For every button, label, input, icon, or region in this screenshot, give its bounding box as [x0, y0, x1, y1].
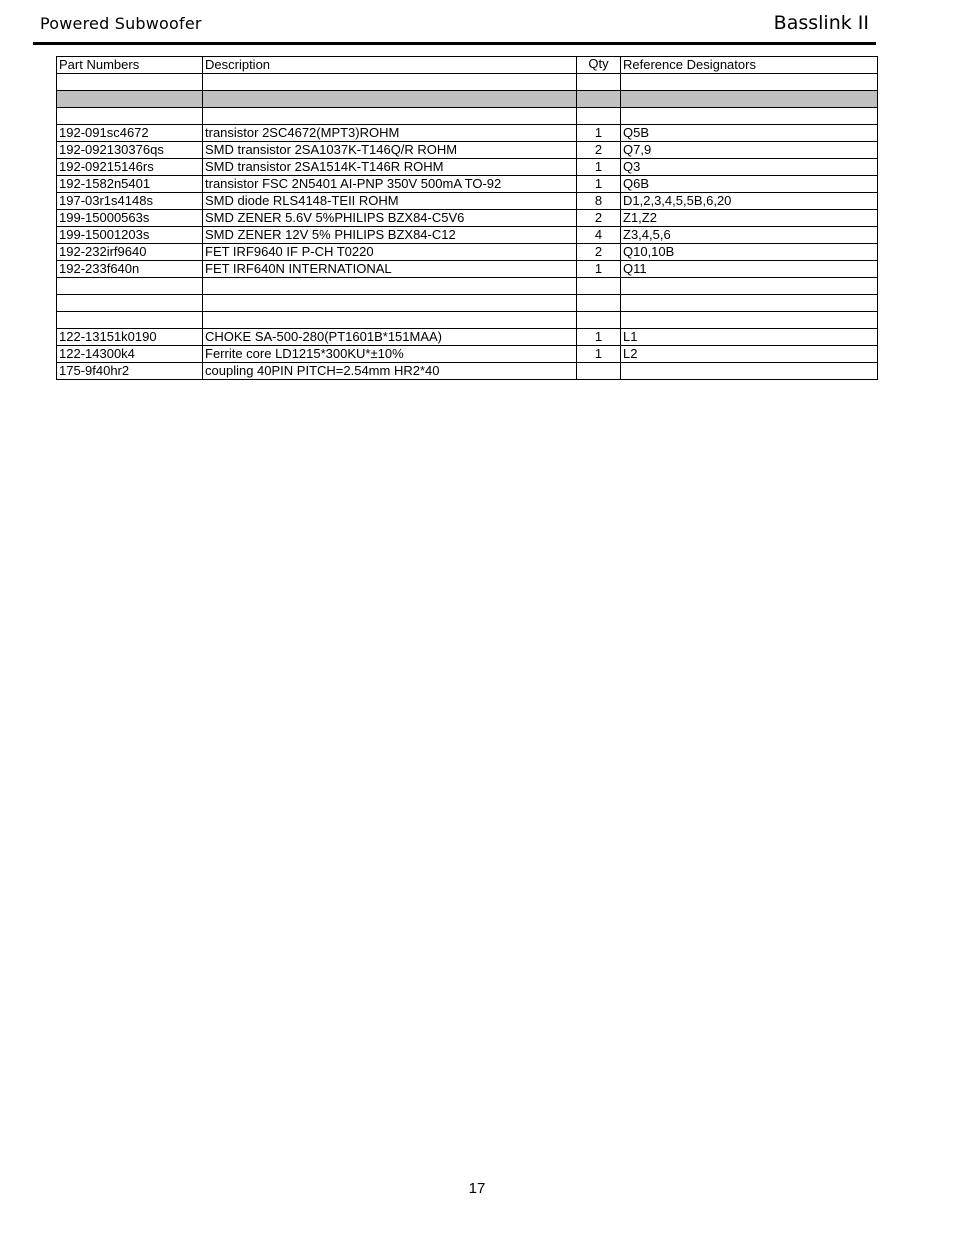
description-cell — [203, 278, 577, 295]
reference-designators-cell: Z3,4,5,6 — [621, 227, 878, 244]
qty-cell — [577, 91, 621, 108]
part-number-cell: 175-9f40hr2 — [57, 363, 203, 380]
part-number-cell: 192-1582n5401 — [57, 176, 203, 193]
description-cell: SMD transistor 2SA1514K-T146R ROHM — [203, 159, 577, 176]
table-row — [57, 125, 878, 142]
table-row — [57, 210, 878, 227]
qty-cell: 8 — [577, 193, 621, 210]
part-number-cell: 122-13151k0190 — [57, 329, 203, 346]
qty-cell: 2 — [577, 210, 621, 227]
product-name: Basslink II — [773, 12, 869, 34]
part-number-cell: 192-091sc4672 — [57, 125, 203, 142]
description-cell: transistor FSC 2N5401 AI-PNP 350V 500mA TO-92 — [203, 176, 577, 193]
part-number-cell: 192-09215146rs — [57, 159, 203, 176]
table-body — [57, 74, 878, 380]
description-cell — [203, 74, 577, 91]
table-row — [57, 159, 878, 176]
qty-cell: 4 — [577, 227, 621, 244]
description-cell: FET IRF640N INTERNATIONAL — [203, 261, 577, 278]
part-number-cell: 192-233f640n — [57, 261, 203, 278]
description-cell: SMD diode RLS4148-TEII ROHM — [203, 193, 577, 210]
description-cell — [203, 108, 577, 125]
description-cell — [203, 312, 577, 329]
part-number-cell: 199-15001203s — [57, 227, 203, 244]
part-number-cell: 197-03r1s4148s — [57, 193, 203, 210]
description-cell: coupling 40PIN PITCH=2.54mm HR2*40 — [203, 363, 577, 380]
reference-designators-cell — [621, 278, 878, 295]
reference-designators-cell — [621, 312, 878, 329]
page-number: 17 — [468, 1180, 486, 1197]
table-row — [57, 74, 878, 91]
reference-designators-cell: Q10,10B — [621, 244, 878, 261]
table-row — [57, 227, 878, 244]
qty-cell — [577, 312, 621, 329]
description-cell — [203, 295, 577, 312]
reference-designators-cell: Q3 — [621, 159, 878, 176]
header-divider — [33, 42, 876, 45]
reference-designators-cell — [621, 91, 878, 108]
qty-cell — [577, 295, 621, 312]
reference-designators-cell: L1 — [621, 329, 878, 346]
qty-cell: 1 — [577, 159, 621, 176]
table-row — [57, 346, 878, 363]
table-row — [57, 329, 878, 346]
column-header-part-numbers: Part Numbers — [57, 57, 203, 74]
document-title: Powered Subwoofer — [40, 14, 202, 33]
part-number-cell — [57, 312, 203, 329]
reference-designators-cell — [621, 363, 878, 380]
part-number-cell — [57, 295, 203, 312]
part-number-cell — [57, 91, 203, 108]
qty-cell: 1 — [577, 346, 621, 363]
table-row — [57, 278, 878, 295]
description-cell: FET IRF9640 IF P-CH T0220 — [203, 244, 577, 261]
part-number-cell — [57, 108, 203, 125]
part-number-cell — [57, 278, 203, 295]
qty-cell — [577, 74, 621, 91]
reference-designators-cell — [621, 295, 878, 312]
column-header-qty: Qty — [577, 57, 621, 74]
description-cell — [203, 91, 577, 108]
reference-designators-cell: Q11 — [621, 261, 878, 278]
description-cell: CHOKE SA-500-280(PT1601B*151MAA) — [203, 329, 577, 346]
table-row — [57, 108, 878, 125]
table-row — [57, 193, 878, 210]
column-header-reference-designators: Reference Designators — [621, 57, 878, 74]
table-row — [57, 244, 878, 261]
qty-cell: 2 — [577, 142, 621, 159]
qty-cell — [577, 108, 621, 125]
reference-designators-cell — [621, 74, 878, 91]
part-number-cell: 192-232irf9640 — [57, 244, 203, 261]
reference-designators-cell: Z1,Z2 — [621, 210, 878, 227]
reference-designators-cell: Q5B — [621, 125, 878, 142]
table-row — [57, 261, 878, 278]
column-header-description: Description — [203, 57, 577, 74]
description-cell: transistor 2SC4672(MPT3)ROHM — [203, 125, 577, 142]
part-number-cell — [57, 74, 203, 91]
reference-designators-cell: D1,2,3,4,5,5B,6,20 — [621, 193, 878, 210]
parts-list-table — [56, 56, 878, 380]
reference-designators-cell: Q6B — [621, 176, 878, 193]
qty-cell: 1 — [577, 176, 621, 193]
qty-cell: 1 — [577, 125, 621, 142]
qty-cell — [577, 278, 621, 295]
description-cell: SMD ZENER 12V 5% PHILIPS BZX84-C12 — [203, 227, 577, 244]
description-cell: SMD ZENER 5.6V 5%PHILIPS BZX84-C5V6 — [203, 210, 577, 227]
table-header-row — [57, 57, 878, 74]
description-cell: SMD transistor 2SA1037K-T146Q/R ROHM — [203, 142, 577, 159]
table-row — [57, 176, 878, 193]
table-row — [57, 312, 878, 329]
qty-cell: 2 — [577, 244, 621, 261]
qty-cell: 1 — [577, 261, 621, 278]
part-number-cell: 199-15000563s — [57, 210, 203, 227]
reference-designators-cell: Q7,9 — [621, 142, 878, 159]
reference-designators-cell: L2 — [621, 346, 878, 363]
part-number-cell: 192-092130376qs — [57, 142, 203, 159]
table-row — [57, 142, 878, 159]
reference-designators-cell — [621, 108, 878, 125]
qty-cell — [577, 363, 621, 380]
table-row — [57, 91, 878, 108]
qty-cell: 1 — [577, 329, 621, 346]
description-cell: Ferrite core LD1215*300KU*±10% — [203, 346, 577, 363]
table-row — [57, 295, 878, 312]
table-row — [57, 363, 878, 380]
part-number-cell: 122-14300k4 — [57, 346, 203, 363]
